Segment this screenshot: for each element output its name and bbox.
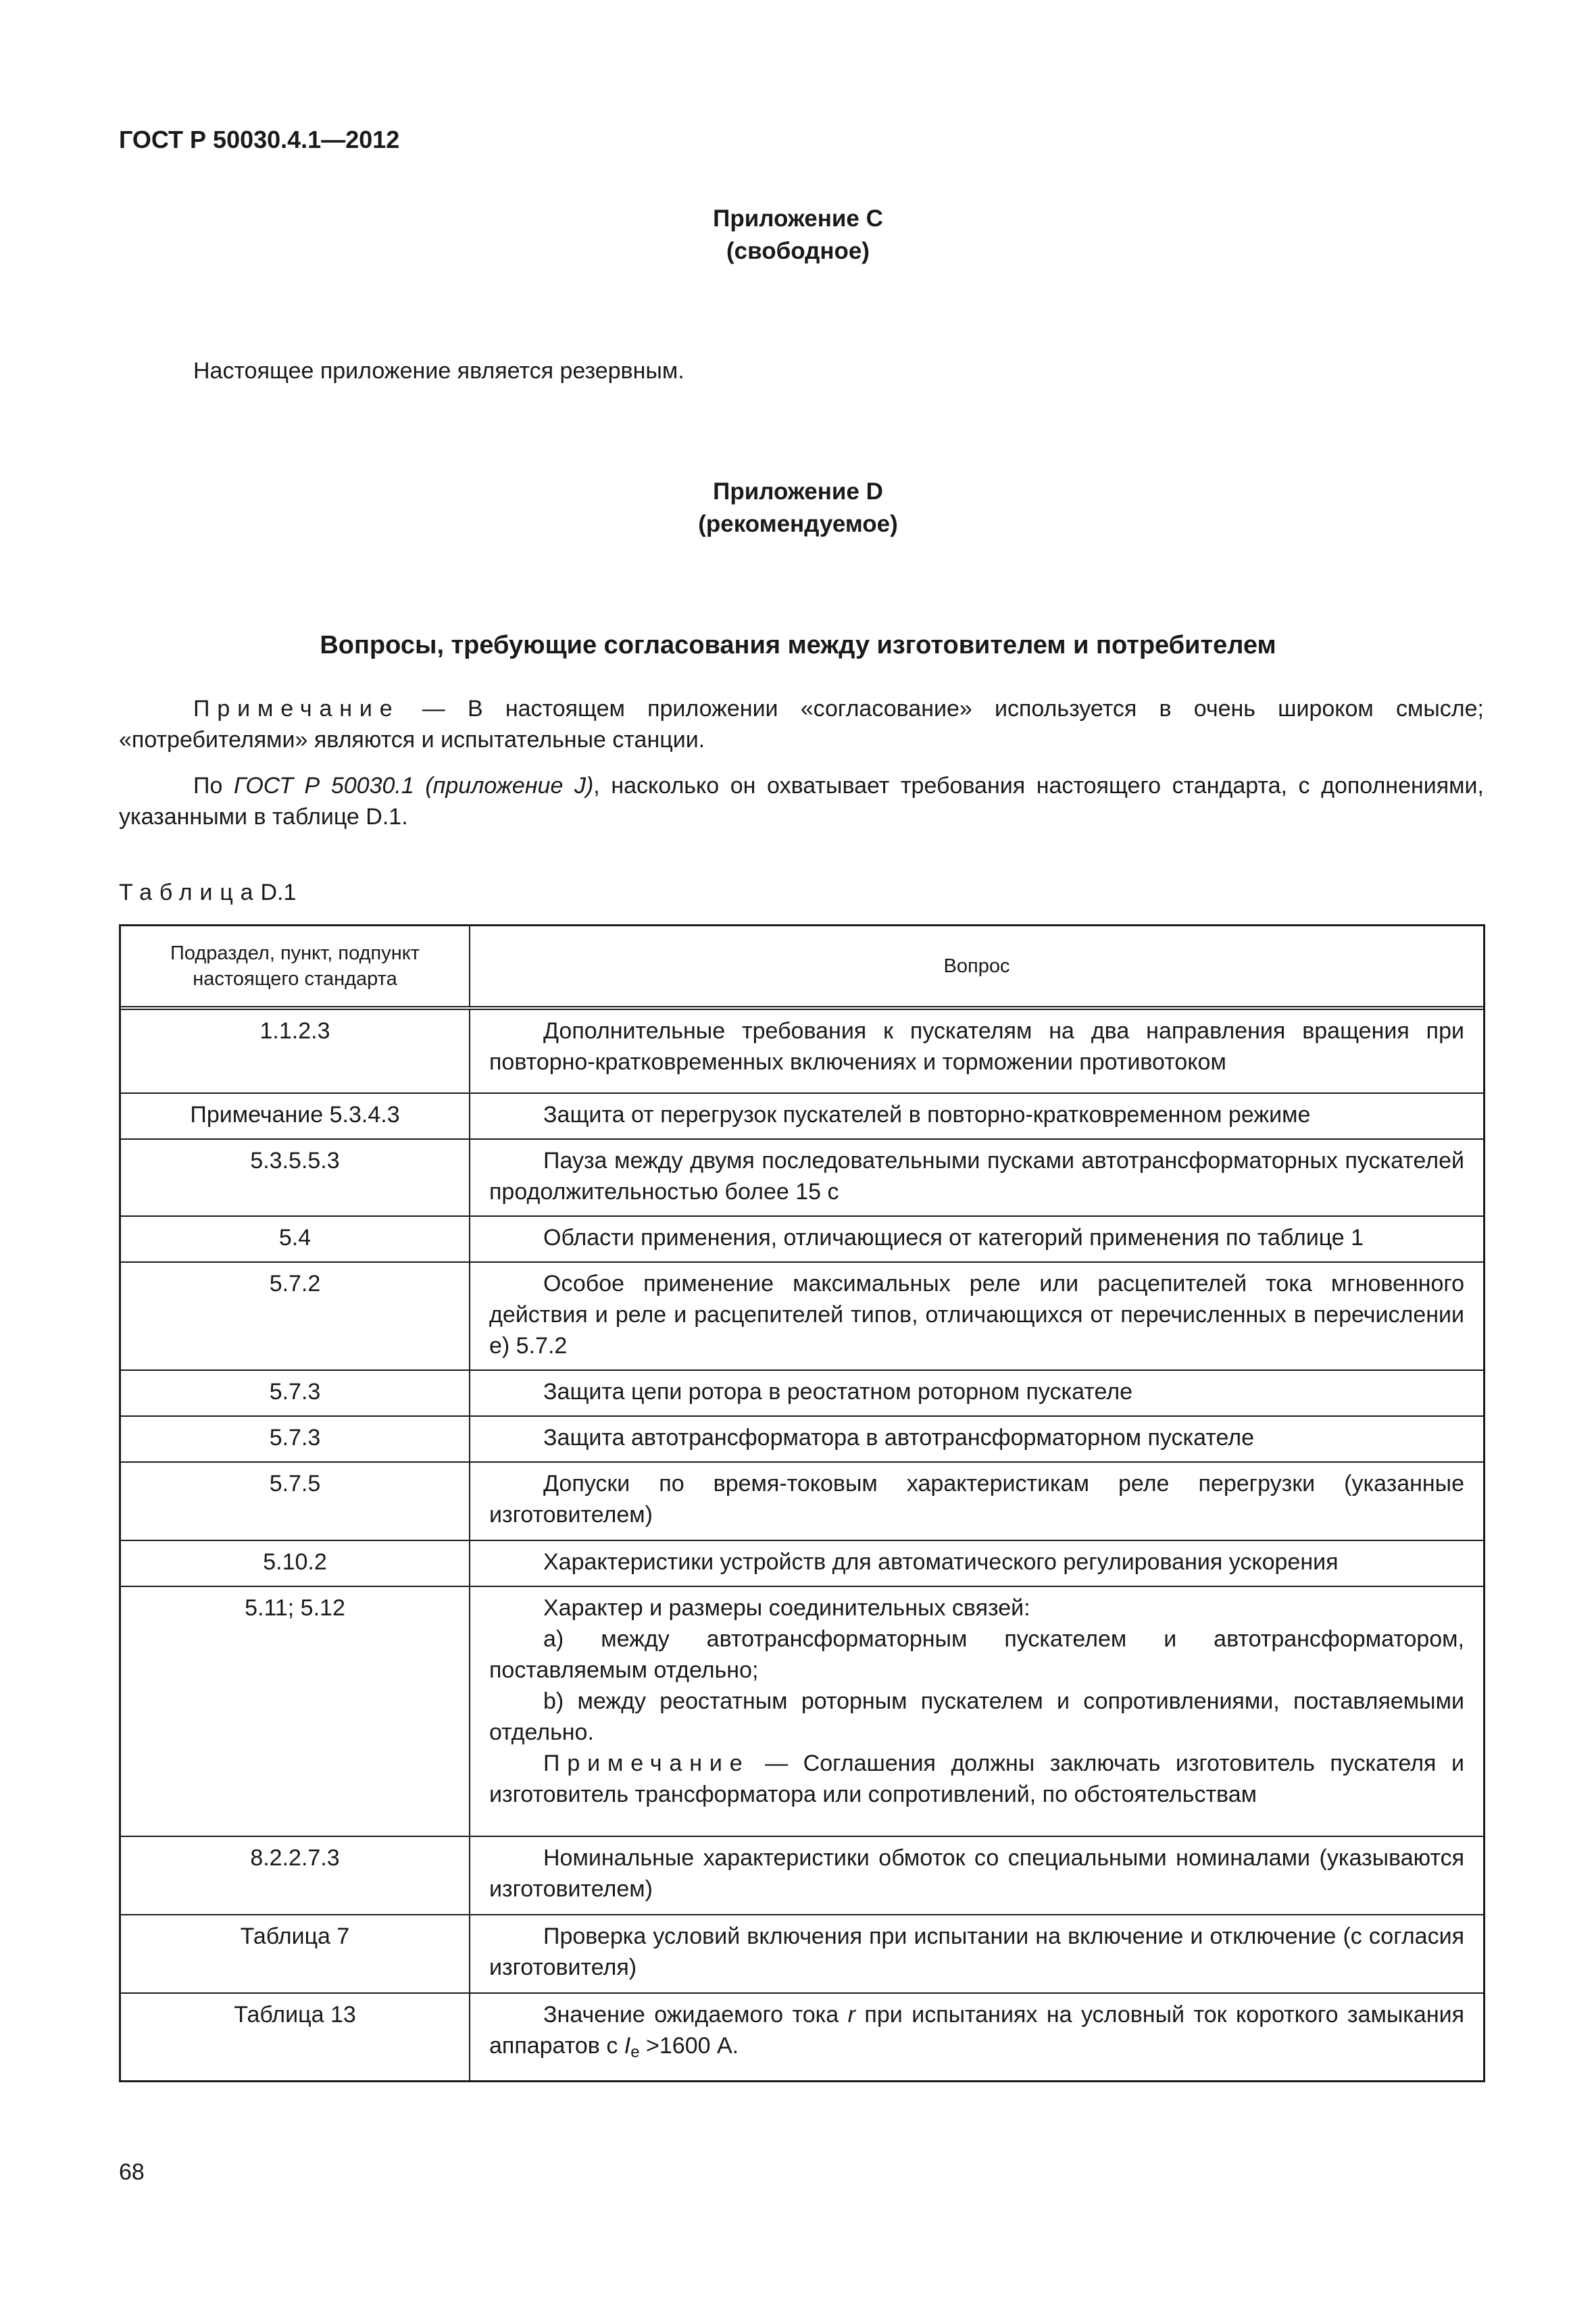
table-row — [121, 1138, 1483, 1215]
table-caption-label: Таблица — [119, 880, 261, 905]
row-ref: 5.10.2 — [121, 1541, 470, 1586]
row-ref: 5.7.3 — [121, 1371, 470, 1415]
table-header-row — [121, 926, 1483, 1006]
row-ref: 5.11; 5.12 — [121, 1587, 470, 1836]
annex-c-title: Приложение С — [713, 205, 883, 232]
row-ref: Таблица 13 — [121, 1994, 470, 2080]
row-question: Значение ожидаемого тока r при испытаниях на условный ток короткого замыкания аппаратов с $I_e >1600$ А. — [489, 2002, 1464, 2061]
question-note-text: — Соглашения должны заключать изготовитель пускателя и изготовитель трансформатора или сопротивлений, по обстоятельствам — [489, 1751, 1464, 1807]
row-ref: 5.4 — [121, 1217, 470, 1261]
table-row — [121, 1461, 1483, 1540]
row-question: Пауза между двумя последовательными пусками автотрансформаторных пускателей продолжительностью более 15 с — [489, 1148, 1464, 1205]
row-question: Дополнительные требования к пускателям на два направления вращения при повторно-кратковременных включениях и торможении противотоком — [489, 1018, 1464, 1075]
row-question: Защита от перегрузок пускателей в повторно-кратковременном режиме — [543, 1102, 1311, 1128]
table-row — [121, 1540, 1483, 1586]
note-text: — В настоящем приложении «согласование» используется в очень широком смысле; «потребителями» являются и испытательные станции. — [119, 696, 1484, 753]
annex-d-status: (рекомендуемое) — [698, 511, 898, 537]
annex-c-text: Настоящее приложение является резервным. — [193, 358, 684, 384]
row-ref: 1.1.2.3 — [121, 1010, 470, 1092]
row-ref: 5.7.3 — [121, 1417, 470, 1461]
table-row — [121, 1415, 1483, 1461]
intro-prefix: По — [193, 773, 234, 799]
question-line: Характер и размеры соединительных связей: — [543, 1595, 1030, 1621]
table-row — [121, 1215, 1483, 1261]
symbol-r: r — [847, 2002, 855, 2028]
symbol-ie: I — [624, 2033, 631, 2059]
row-ref: Таблица 7 — [121, 1915, 470, 1992]
row-question: Области применения, отличающиеся от категорий применения по таблице 1 — [543, 1225, 1364, 1251]
annex-d-title: Приложение D — [713, 478, 883, 505]
row-question — [470, 1587, 1483, 1836]
row-ref: 8.2.2.7.3 — [121, 1837, 470, 1914]
question-item-b: b) между реостатным роторным пускателем и сопротивлениями, поставляемыми отдельно. — [489, 1688, 1464, 1745]
row-question: Проверка условий включения при испытании на включение и отключение (с согласия изготовителя) — [489, 1923, 1464, 1980]
question-note-label: Примечание — [543, 1751, 750, 1776]
row-ref: 5.7.5 — [121, 1463, 470, 1540]
row-question: Защита цепи ротора в реостатном роторном пускателе — [543, 1379, 1133, 1405]
table-caption-number: D.1 — [260, 880, 297, 905]
intro-reference: ГОСТ Р 50030.1 (приложение J) — [233, 773, 594, 799]
table-row — [121, 1261, 1483, 1369]
table-row — [121, 1369, 1483, 1415]
question-item-a: а) между автотрансформаторным пускателем и автотрансформатором, поставляемым отдельно; — [489, 1626, 1464, 1683]
question-note — [489, 1748, 1464, 1810]
requirements-table — [119, 924, 1485, 2082]
header-section-ref: Подраздел, пункт, подпункт настоящего стандарта — [121, 926, 470, 1006]
table-row — [121, 1006, 1483, 1092]
row-ref: Примечание 5.3.4.3 — [121, 1094, 470, 1138]
annex-d-note — [119, 693, 1484, 755]
table-row — [121, 1092, 1483, 1138]
row-question: Номинальные характеристики обмоток со специальными номиналами (указываются изготовителем) — [489, 1845, 1464, 1902]
row-question: Особое применение максимальных реле или расцепителей тока мгновенного действия и реле и расцепителей типов, отличающихся от перечисленных в перечислении е) 5.7.2 — [489, 1271, 1464, 1359]
table-row — [121, 1914, 1483, 1992]
row-question: Допуски по время-токовым характеристикам реле перегрузки (указанные изготовителем) — [489, 1471, 1464, 1528]
table-row — [121, 1992, 1483, 2080]
table-row — [121, 1586, 1483, 1836]
row-ref: 5.7.2 — [121, 1263, 470, 1369]
page-number: 68 — [119, 2159, 145, 2185]
table-caption — [119, 877, 296, 908]
row-question: Характеристики устройств для автоматического регулирования ускорения — [543, 1549, 1339, 1575]
symbol-ie-subscript: e — [630, 2043, 640, 2061]
table-row — [121, 1836, 1483, 1914]
annex-d-heading: Вопросы, требующие согласования между изготовителем и потребителем — [320, 631, 1276, 659]
row-question: Защита автотрансформатора в автотрансформаторном пускателе — [543, 1425, 1255, 1451]
intro-suffix: , насколько он охватывает требования настоящего стандарта, с дополнениями, указанными в таблице D.1. — [119, 773, 1484, 830]
header-question: Вопрос — [943, 955, 1010, 977]
annex-d-intro — [119, 770, 1484, 832]
note-label: Примечание — [193, 696, 400, 722]
annex-c-status: (свободное) — [726, 238, 870, 264]
document-code: ГОСТ Р 50030.4.1—2012 — [119, 126, 400, 153]
row-ref: 5.3.5.5.3 — [121, 1140, 470, 1215]
